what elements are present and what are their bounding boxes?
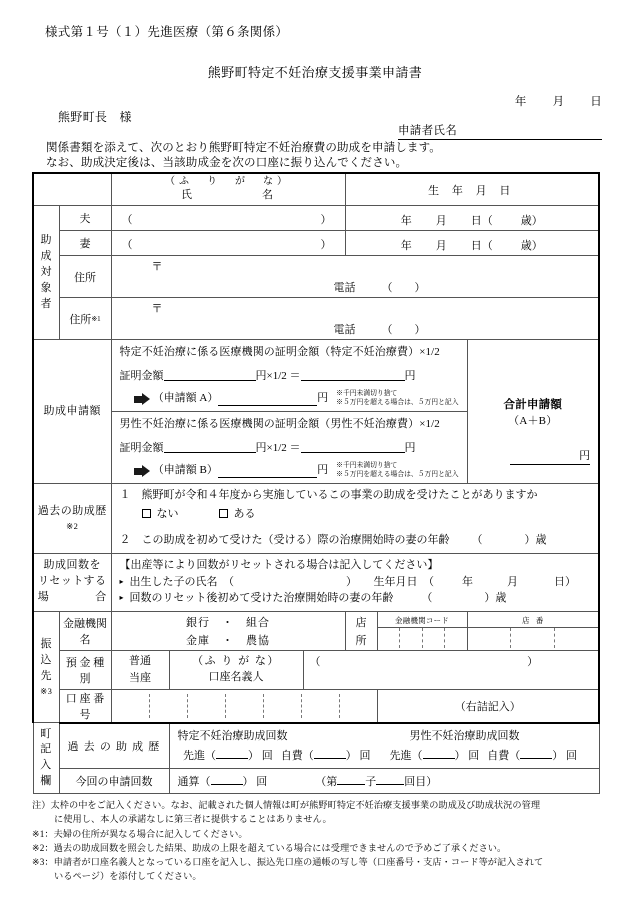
equals-a: ＝	[289, 369, 301, 382]
deposit-kind-row	[33, 650, 599, 689]
town-label-1: 町	[40, 727, 52, 740]
total-amount-input[interactable]: 円	[510, 447, 590, 465]
amount-note-1: ※千円未満切り捨て	[336, 390, 398, 398]
holder-label: 口座名義人	[208, 670, 264, 683]
footnote-2-text: 過去の助成回数を照会した結果、助成の上限を超えている場合には受理できませんので予めご了承ください。	[53, 842, 507, 853]
institution-code-cell[interactable]	[377, 611, 467, 650]
address2-text: 住所	[69, 313, 92, 326]
telephone-label: 電話	[333, 324, 356, 337]
town-kai-1: 回	[261, 749, 273, 762]
header-dob-cell	[345, 173, 599, 206]
postal-code-icon: 〒	[151, 261, 163, 274]
addressee: 熊野町長 様	[58, 110, 132, 124]
reset-child-dob-year: 年	[462, 575, 473, 588]
holder-name-input[interactable]	[303, 650, 599, 689]
amount-a-cell[interactable]	[111, 340, 467, 412]
town-past-history-cell[interactable]	[169, 723, 599, 769]
cert-result-input-a[interactable]	[301, 368, 405, 381]
bank-label-2: 込	[40, 653, 52, 666]
acct-cell[interactable]	[150, 694, 188, 718]
footnote-3-label: ※3：	[32, 857, 54, 867]
equals-b: ＝	[289, 441, 301, 454]
bullet-icon: ▸	[119, 576, 124, 586]
application-a-input[interactable]	[218, 393, 317, 406]
date-day-label: 日	[590, 96, 602, 108]
arrow-right-icon	[134, 393, 149, 406]
town-kai-4: 回	[566, 749, 578, 762]
tel-paren-open: （	[381, 282, 393, 295]
bank-label-3: 先	[40, 669, 52, 682]
footnote-1-label: ※1：	[32, 828, 54, 839]
past-history-row	[33, 483, 599, 553]
history-question-2-text: ２ この助成を初めて受けた（受ける）際の治療開始時の妻の年齢	[119, 534, 450, 547]
paren-open: （	[121, 239, 133, 252]
name-label: 氏 名	[181, 188, 289, 201]
history-checkbox-group[interactable]	[142, 506, 591, 523]
date-line	[515, 93, 602, 109]
p-open: （	[205, 749, 216, 762]
town-selfpay-1[interactable]	[281, 747, 384, 767]
acct-cell[interactable]	[264, 694, 302, 718]
footnote-3-cont: いるページ）を添付してください。	[54, 871, 202, 882]
town-nth-count-input[interactable]	[376, 774, 404, 785]
acct-cell[interactable]	[112, 694, 150, 718]
institution-name-input[interactable]	[111, 611, 345, 650]
reset-child-name-label: 出生した子の氏名 （	[129, 575, 234, 588]
tel-paren-close: ）	[414, 324, 426, 337]
bank-label-1: 振	[40, 637, 52, 650]
deposit-kind-options[interactable]	[111, 650, 169, 689]
p-close: ）	[248, 749, 259, 762]
town-selfpay-input-2[interactable]	[520, 748, 552, 759]
reset-label-line-2: リセットする	[37, 575, 107, 588]
address2-note-marker: ※1	[91, 314, 101, 323]
yen-b2: 円	[404, 441, 416, 454]
wife-dob-day: 日（	[470, 240, 493, 253]
town-selfpay-label-1: 自費	[280, 749, 303, 762]
form-number: 様式第１号（１）先進医療（第６条関係）	[45, 25, 289, 39]
reset-wife-age-label: 回数のリセット後初めて受けた治療開始時の妻の年齢	[129, 592, 394, 605]
deposit-kind-label: 預 金 種 別	[59, 650, 111, 689]
town-advanced-input-1[interactable]	[216, 748, 248, 759]
town-count-fields[interactable]	[178, 747, 591, 767]
branch-label-2: 所	[355, 634, 367, 647]
application-b-input[interactable]	[218, 465, 317, 478]
reset-row	[33, 554, 599, 612]
half-b: ×1/2	[266, 441, 287, 454]
account-number-note: （右詰記入）	[377, 689, 599, 723]
telephone-label: 電話	[333, 282, 356, 295]
footnote-1	[32, 827, 606, 841]
bank-institution-row	[33, 611, 599, 650]
past-history-label	[33, 483, 111, 553]
town-column-heads	[178, 727, 591, 747]
town-kai-5: 回	[256, 776, 268, 789]
town-advanced-input-2[interactable]	[423, 748, 455, 759]
husband-name-input[interactable]	[111, 206, 345, 231]
town-selfpay-2[interactable]	[487, 747, 590, 767]
acct-cell[interactable]	[188, 694, 226, 718]
amount-a-title: 特定不妊治療に係る医療機関の証明金額（特定不妊治療費）×1/2	[119, 346, 440, 359]
tel-paren-close: ）	[414, 282, 426, 295]
amount-section-label: 助成申請額	[33, 340, 111, 484]
address2-row	[33, 298, 599, 340]
husband-dob-input[interactable]	[345, 206, 599, 231]
husband-dob-month: 月	[435, 215, 447, 228]
husband-dob-day: 日（	[470, 215, 493, 228]
p-close: ）	[242, 776, 254, 789]
address2-input[interactable]	[111, 298, 599, 340]
cert-amount-label-b: 証明金額	[119, 441, 164, 454]
branch-code-label	[468, 614, 599, 627]
date-month-label: 月	[552, 96, 565, 108]
address-input[interactable]	[111, 256, 599, 298]
wife-age: 歳）	[520, 240, 543, 253]
town-section-label	[33, 723, 59, 794]
p-open: （	[302, 749, 314, 762]
town-total-label: 通算	[177, 776, 200, 789]
wife-label: 妻	[59, 231, 111, 256]
institution-type-line-2: 金庫 ・ 農協	[186, 634, 270, 647]
yen-b1: 円	[255, 441, 267, 454]
holder-paren-open: （	[309, 655, 321, 668]
code-cell[interactable]	[400, 628, 423, 648]
husband-age: 歳）	[520, 215, 543, 228]
wife-dob-year: 年	[400, 240, 412, 253]
dob-label: 生 年 月 日	[428, 184, 516, 197]
telephone-field-2	[334, 321, 426, 337]
town-kai-3: 回	[468, 749, 480, 762]
postal-code-icon: 〒	[151, 303, 163, 316]
town-selfpay-label-2: 自費	[487, 749, 510, 762]
footnote-2	[32, 841, 606, 855]
wife-dob-month: 月	[435, 240, 447, 253]
cert-amount-label-a: 証明金額	[119, 369, 164, 382]
history-age-paren-close: ）歳	[524, 534, 547, 547]
town-past-history-row	[33, 723, 599, 769]
telephone-field	[334, 279, 426, 295]
footnote-2-label: ※2：	[32, 842, 54, 853]
reset-label-line-3: 場 合	[37, 591, 107, 604]
p-open: （	[411, 749, 423, 762]
target-person-label: 助 成 対 象 者	[33, 206, 59, 340]
reset-child-name-close: ） 生年月日 （	[346, 575, 434, 588]
checkbox-yes-label: ある	[233, 507, 256, 520]
address2-label	[59, 298, 111, 340]
checkbox-no-label: ない	[156, 507, 179, 520]
town-past-history-label: 過 去 の 助 成 歴	[59, 723, 169, 769]
institution-code-grid[interactable]	[378, 627, 467, 647]
branch-cell[interactable]	[511, 628, 555, 648]
paren-close: ）	[320, 239, 332, 252]
document-title: 熊野町特定不妊治療支援事業申請書	[207, 65, 423, 80]
bullet-icon: ▸	[119, 593, 124, 603]
town-label-4: 欄	[40, 775, 52, 788]
past-history-label-text: 過去の助成歴	[37, 505, 107, 518]
tel-paren-open: （	[381, 324, 393, 337]
deposit-kind-current[interactable]: 当座	[129, 671, 151, 684]
past-history-cell[interactable]	[111, 483, 599, 553]
reset-cell[interactable]	[111, 554, 599, 612]
date-year-label: 年	[514, 96, 527, 108]
header-name-cell	[111, 173, 345, 206]
reset-label-line-1: 助成回数を	[43, 559, 101, 572]
p-close: ）	[454, 749, 466, 762]
town-current-count-row	[33, 769, 599, 794]
cert-amount-input-a[interactable]	[164, 368, 256, 381]
town-col-2-head: 男性不妊治療助成回数	[409, 729, 520, 742]
amount-a-row	[33, 340, 599, 412]
footnote-0	[32, 798, 606, 812]
account-number-grid[interactable]	[111, 689, 377, 723]
reset-wife-age-close: ）歳	[484, 592, 507, 605]
town-label-3: 入	[40, 759, 52, 772]
header-blank-cell	[33, 173, 111, 206]
account-number-row	[33, 689, 599, 723]
town-current-label: 今回の申請回数	[59, 769, 169, 794]
history-question-1: １ 熊野町が令和４年度から実施しているこの事業の助成を受けたことがありますか	[119, 488, 538, 501]
reset-child-dob-month: 月	[507, 575, 518, 588]
code-cell[interactable]	[445, 628, 467, 648]
town-nth-c: 回目）	[404, 776, 438, 789]
reset-child-dob-day: 日）	[554, 575, 576, 588]
institution-type-line-1: 銀行 ・ 組合	[186, 616, 270, 629]
husband-label: 夫	[59, 206, 111, 231]
p-open: （	[509, 749, 521, 762]
footnote-3	[32, 855, 606, 869]
holder-paren-close: ）	[527, 655, 539, 668]
amount-note-1: ※千円未満切り捨て	[336, 462, 398, 470]
reset-heading: 【出産等により回数がリセットされる場合は記入してください】	[119, 559, 439, 572]
reset-wife-age-open: （	[421, 592, 433, 605]
wife-name-input[interactable]	[111, 231, 345, 256]
town-col-1-head: 特定不妊治療助成回数	[177, 729, 288, 742]
town-total-input[interactable]	[211, 774, 243, 785]
yen-a2: 円	[404, 369, 416, 382]
acct-cell[interactable]	[302, 694, 340, 718]
deposit-kind-ordinary[interactable]: 普通	[129, 655, 151, 668]
application-a-label: （申請額 A）	[152, 392, 219, 405]
reset-item-2[interactable]	[120, 590, 591, 607]
town-nth-b: 子	[365, 776, 377, 789]
amount-b-title: 男性不妊治療に係る医療機関の証明金額（男性不妊治療費）×1/2	[119, 418, 440, 431]
amount-note-2: ※５万円を超える場合は、５万円と記入	[336, 471, 459, 479]
arrow-right-icon	[134, 465, 149, 478]
branch-cell[interactable]	[468, 628, 512, 648]
history-age-paren-open: （	[471, 534, 483, 547]
table-header-row	[33, 173, 599, 206]
paren-close: ）	[320, 214, 332, 227]
cert-amount-input-b[interactable]	[164, 440, 256, 453]
yen-a3: 円	[317, 392, 329, 405]
amount-a-notes	[336, 390, 458, 408]
footnote-0-text: 太枠の中をご記入ください。なお、記載された個人情報は町が熊野町特定不妊治療支援事業の助成及び助成状況の管理	[50, 800, 541, 810]
wife-dob-input[interactable]	[345, 231, 599, 256]
p-close: ）	[345, 749, 357, 762]
history-question-2	[120, 532, 591, 549]
applicant-name-field[interactable]: 申請者氏名	[398, 122, 602, 140]
amount-b-notes	[336, 462, 458, 480]
application-table	[32, 172, 600, 794]
branch-office-label	[345, 611, 377, 650]
holder-name-label	[169, 650, 303, 689]
address-row	[33, 256, 599, 298]
institution-code-label: 金融機関コード	[395, 616, 449, 626]
intro-line-1: 関係書類を添えて、次のとおり熊野町特定不妊治療費の助成を申請します。	[46, 142, 441, 154]
total-amount-sub: （A＋B）	[508, 414, 558, 427]
paren-open: （	[121, 214, 133, 227]
p-open: （	[199, 776, 211, 789]
branch-label-1: 店	[355, 616, 367, 629]
footnotes	[32, 798, 606, 884]
account-number-label: 口 座 番 号	[59, 689, 111, 723]
footnote-0-label: 注）	[32, 800, 51, 810]
code-cell[interactable]	[378, 628, 401, 648]
footnote-3-text: 申請者が口座名義人となっている口座を記入し、振込先口座の通帳の写し等（口座番号・支店・コード等が記入されて	[53, 857, 544, 867]
reset-item-1[interactable]	[120, 574, 591, 591]
application-b-label: （申請額 B）	[152, 464, 218, 477]
yen-b3: 円	[317, 464, 329, 477]
town-nth-a: （第	[315, 776, 338, 789]
acct-cell[interactable]	[340, 694, 377, 718]
husband-dob-year: 年	[400, 215, 412, 228]
town-current-cell[interactable]	[169, 769, 599, 794]
cert-result-input-b[interactable]	[301, 440, 405, 453]
acct-cell[interactable]	[226, 694, 264, 718]
town-kai-2: 回	[359, 749, 371, 762]
code-cell[interactable]	[423, 628, 446, 648]
amount-b-cell[interactable]	[111, 412, 467, 484]
wife-row	[33, 231, 599, 256]
town-selfpay-input-1[interactable]	[314, 748, 346, 759]
holder-furigana-label: （ふ り が な）	[192, 654, 280, 667]
reset-label	[33, 554, 111, 612]
yen-a1: 円	[255, 369, 267, 382]
intro-line-2: なお、助成決定後は、当該助成金を次の口座に振り込んでください。	[46, 157, 408, 169]
past-history-note-marker: ※2	[66, 521, 79, 532]
town-advanced-2[interactable]	[384, 747, 487, 767]
half-a: ×1/2	[266, 369, 287, 382]
bank-note-marker: ※3	[40, 685, 53, 696]
total-amount-cell[interactable]	[467, 340, 599, 484]
institution-name-label: 金融機関名	[59, 611, 111, 650]
amount-note-2: ※５万円を超える場合は、５万円と記入	[336, 399, 459, 407]
town-advanced-label-1: 先進	[183, 749, 205, 762]
footnote-1-text: 夫婦の住所が異なる場合に記入してください。	[53, 828, 248, 839]
town-advanced-1[interactable]	[178, 747, 281, 767]
town-advanced-label-2: 先進	[389, 749, 412, 762]
branch-code-cell[interactable]	[467, 611, 599, 650]
total-amount-label: 合計申請額	[503, 398, 563, 411]
checkbox-yes[interactable]	[219, 509, 228, 518]
town-label-2: 記	[40, 743, 52, 756]
furigana-label: （ふ り が な）	[165, 176, 291, 187]
husband-row	[33, 206, 599, 231]
p-close: ）	[552, 749, 564, 762]
town-nth-child-input[interactable]	[337, 774, 365, 785]
branch-code-label-1: 店	[521, 616, 530, 626]
branch-cell[interactable]	[555, 628, 598, 648]
footnote-0-cont: に使用し、本人の承諾なしに第三者に提供することはありません。	[54, 814, 332, 825]
bank-section-label	[33, 611, 59, 723]
checkbox-no[interactable]	[142, 509, 151, 518]
address-label: 住所	[59, 256, 111, 298]
branch-code-grid[interactable]	[468, 627, 599, 647]
branch-code-label-2: 番	[535, 616, 544, 626]
